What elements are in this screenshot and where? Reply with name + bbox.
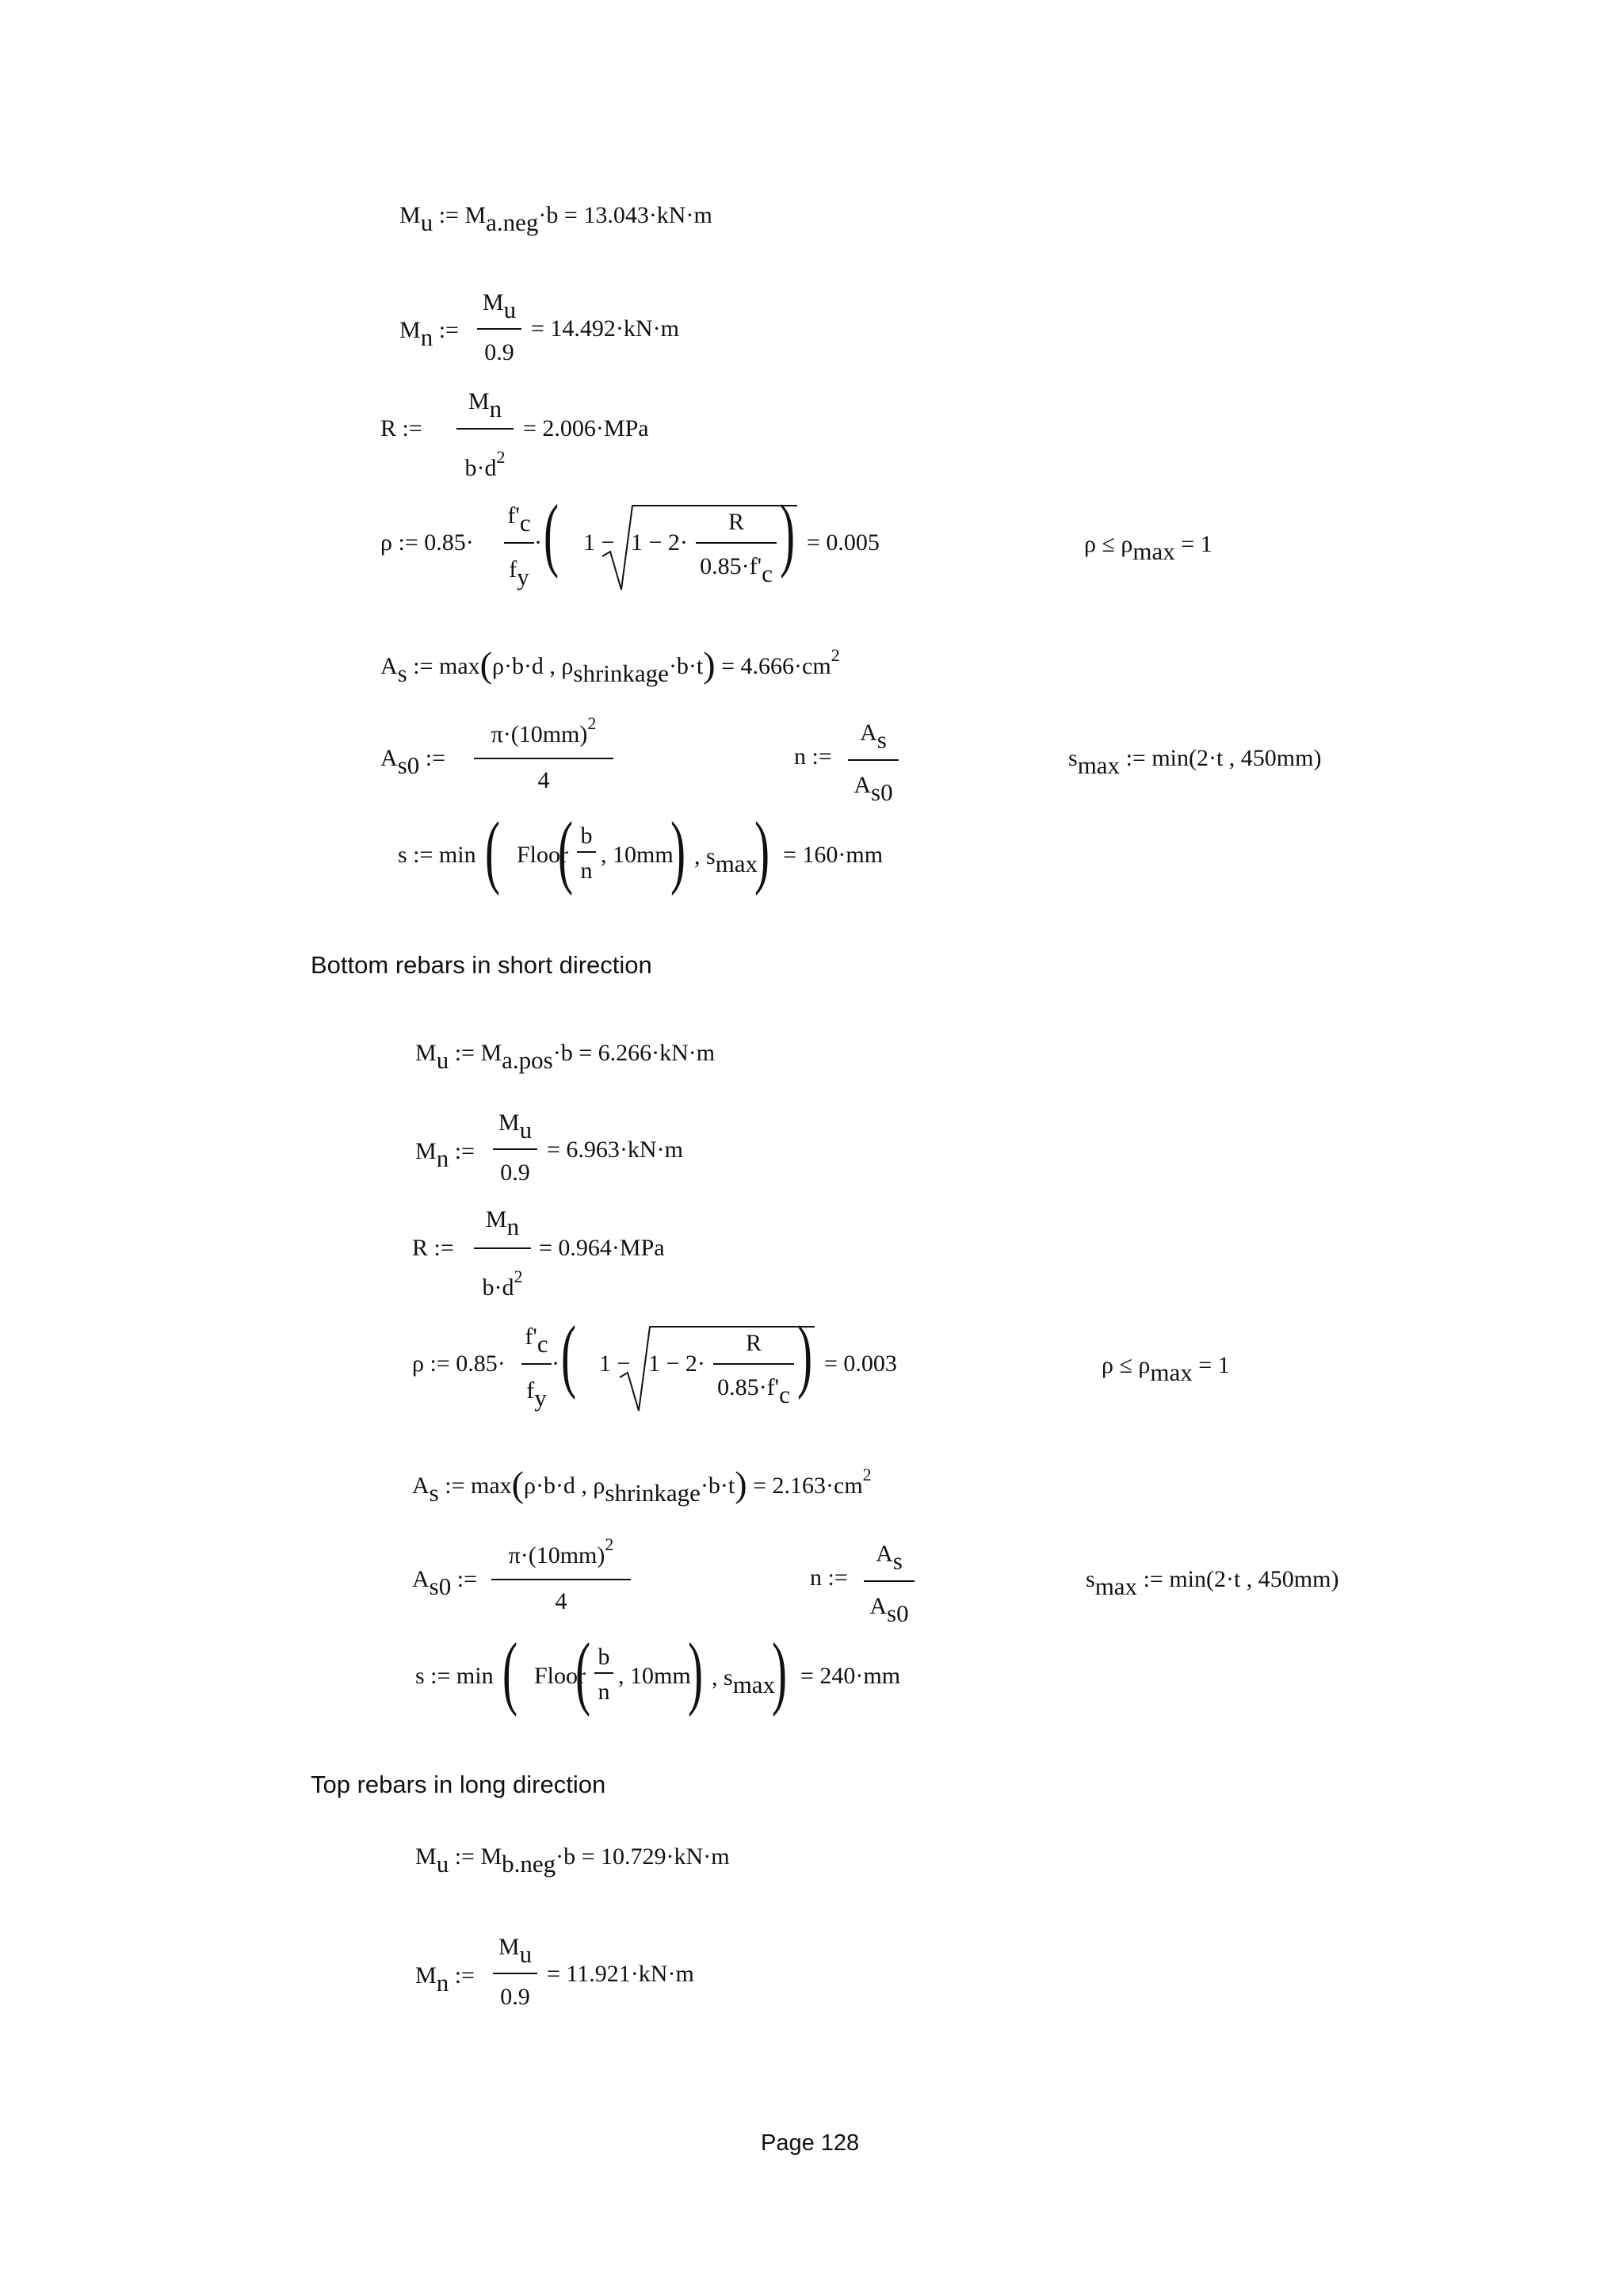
as0-denominator: 4 xyxy=(537,767,550,793)
fraction-bar xyxy=(521,1363,552,1365)
paren-close: ) xyxy=(670,805,686,896)
mu-equation xyxy=(399,202,712,236)
mn-denominator: 0.9 xyxy=(484,339,514,365)
fraction-bar xyxy=(456,428,514,430)
mn-numerator: Mu xyxy=(482,289,517,323)
smax-equation: smax := min(2·t , 450mm) xyxy=(1068,745,1322,779)
paren-close: ) xyxy=(754,805,770,896)
r-numerator: Mn xyxy=(468,388,502,422)
r-symbol: R := xyxy=(380,415,422,441)
rho-fc: f'c xyxy=(507,502,531,537)
mn-subscript: n xyxy=(420,323,433,351)
r-result: = 2.006·MPa xyxy=(523,415,649,441)
mu-result: ·b = 13.043·kN·m xyxy=(538,202,712,228)
as-equation: As := max(ρ·b·d , ρshrinkage·b·t) = $2.163\cdot cm^2$ xyxy=(412,1464,872,1507)
fraction-bar xyxy=(864,1580,915,1582)
paren-close: ) xyxy=(772,1626,788,1717)
section-heading-top-long: Top rebars in long direction xyxy=(311,1771,606,1798)
fraction-bar xyxy=(477,328,521,330)
rho-one-minus: 1 − xyxy=(583,529,615,556)
rho-inner-term: 1 − 2· xyxy=(631,529,688,556)
paren-close: ) xyxy=(688,1626,704,1717)
paren-open: ( xyxy=(544,488,559,579)
fraction-bar xyxy=(493,1973,537,1974)
mn-assign: := xyxy=(438,317,459,343)
fraction-bar xyxy=(474,1247,531,1249)
rho-fy: fy xyxy=(509,556,529,590)
fraction-bar xyxy=(848,759,899,761)
rho-max-check: ρ ≤ ρmax = 1 xyxy=(1102,1352,1230,1386)
rho-result: = 0.005 xyxy=(807,529,880,556)
r-denominator: $b\cdot d^2$ xyxy=(464,447,506,481)
fraction-bar xyxy=(474,758,613,759)
as0-numerator: $\pi\cdot(10mm)^2$ xyxy=(491,713,597,747)
fraction-bar xyxy=(493,1148,537,1150)
paren-open: ( xyxy=(558,805,574,896)
mn-numerator: Mu xyxy=(498,1110,533,1144)
fraction-bar xyxy=(594,1672,613,1674)
mu-equation: Mu := Ma.pos·b = 6.266·kN·m xyxy=(415,1040,716,1074)
page-number: Page 128 xyxy=(761,2130,860,2156)
smax-equation: smax := min(2·t , 450mm) xyxy=(1086,1566,1339,1600)
fraction-bar xyxy=(713,1363,794,1365)
rho-symbol: ρ := 0.85· xyxy=(380,529,474,556)
paren-open: ( xyxy=(575,1626,591,1717)
rho-r: R xyxy=(727,509,744,535)
section-heading-bottom-short: Bottom rebars in short direction xyxy=(311,951,652,979)
mn-denominator: 0.9 xyxy=(500,1159,530,1186)
mu-equation: Mu := Mb.neg·b = 10.729·kN·m xyxy=(415,1843,730,1878)
mu-subscript: u xyxy=(420,208,433,236)
mu-symbol: M xyxy=(399,202,421,228)
n-numerator: As xyxy=(860,720,887,754)
multiply-dot: · xyxy=(534,529,542,556)
fraction-bar xyxy=(696,542,777,544)
as-equation: As := max(ρ·b·d , ρshrinkage·b·t) = $4.666\cdot cm^2$ xyxy=(380,644,840,687)
rho-max-check: ρ ≤ ρmax = 1 xyxy=(1084,531,1212,565)
paren-close: ) xyxy=(780,488,796,579)
fraction-bar xyxy=(504,542,534,544)
paren-open: ( xyxy=(502,1626,518,1717)
fraction-bar xyxy=(491,1579,631,1580)
fraction-bar xyxy=(577,851,596,853)
mu-definition: := M xyxy=(438,202,487,228)
mn-result: = 6.963·kN·m xyxy=(547,1137,683,1163)
paren-close: ) xyxy=(797,1309,813,1400)
paren-open: ( xyxy=(485,805,501,896)
mn-result: = 14.492·kN·m xyxy=(531,315,679,342)
mn-symbol: M xyxy=(399,317,421,343)
paren-open: ( xyxy=(561,1309,577,1400)
mu-moment-subscript: a.neg xyxy=(486,208,539,236)
rho-denominator: 0.85·f'c xyxy=(700,553,773,587)
n-denominator: As0 xyxy=(854,772,893,806)
